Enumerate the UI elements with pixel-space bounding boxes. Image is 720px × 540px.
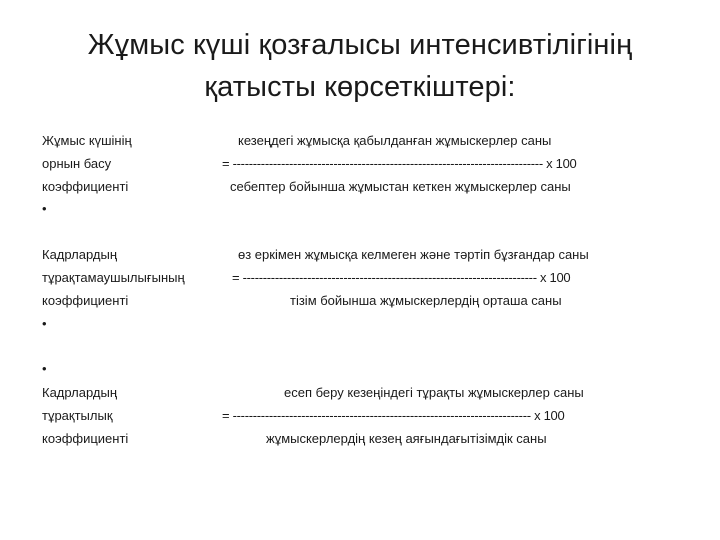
formula-numerator: өз еркімен жұмысқа келмеген және тәртіп бұзғандар саны <box>238 247 589 262</box>
indicator-label-line: коэффициенті <box>42 431 129 446</box>
formula-fraction-line: = ------------------------------------------------------------------------- х 100 <box>232 270 571 285</box>
indicator-label-line: Кадрлардың <box>42 385 118 400</box>
formula-numerator: есеп беру кезеңіндегі тұрақты жұмыскерлер саны <box>284 385 584 400</box>
indicator-label-line: коэффициенті <box>42 179 129 194</box>
bullet-point: • <box>42 201 47 216</box>
formula-numerator: кезеңдегі жұмысқа қабылданған жұмыскерлер саны <box>238 133 552 148</box>
formula-fraction-line: = -------------------------------------------------------------------------- х 100 <box>222 408 565 423</box>
formula-denominator: жұмыскерлердің кезең аяғындағытізімдік саны <box>266 431 547 446</box>
indicator-label-line: Жұмыс күшінің <box>42 133 132 148</box>
indicator-label-line: тұрақтылық <box>42 408 113 423</box>
indicator-label-line: коэффициенті <box>42 293 129 308</box>
bullet-point: • <box>42 316 47 331</box>
title-line-2: қатысты көрсеткіштері: <box>204 71 516 103</box>
indicator-label-line: Кадрлардың <box>42 247 118 262</box>
indicator-label-line: тұрақтамаушылығының <box>42 270 185 285</box>
formula-fraction-line: = ----------------------------------------------------------------------------- х 100 <box>222 156 577 171</box>
formula-denominator: себептер бойынша жұмыстан кеткен жұмыскерлер саны <box>230 179 571 194</box>
indicator-label-line: орнын басу <box>42 156 112 171</box>
formula-denominator: тізім бойынша жұмыскерлердің орташа саны <box>290 293 562 308</box>
title-line-1: Жұмыс күші қозғалысы интенсивтілігінің <box>87 29 633 61</box>
bullet-point: • <box>42 361 47 376</box>
page-title <box>0 24 720 108</box>
